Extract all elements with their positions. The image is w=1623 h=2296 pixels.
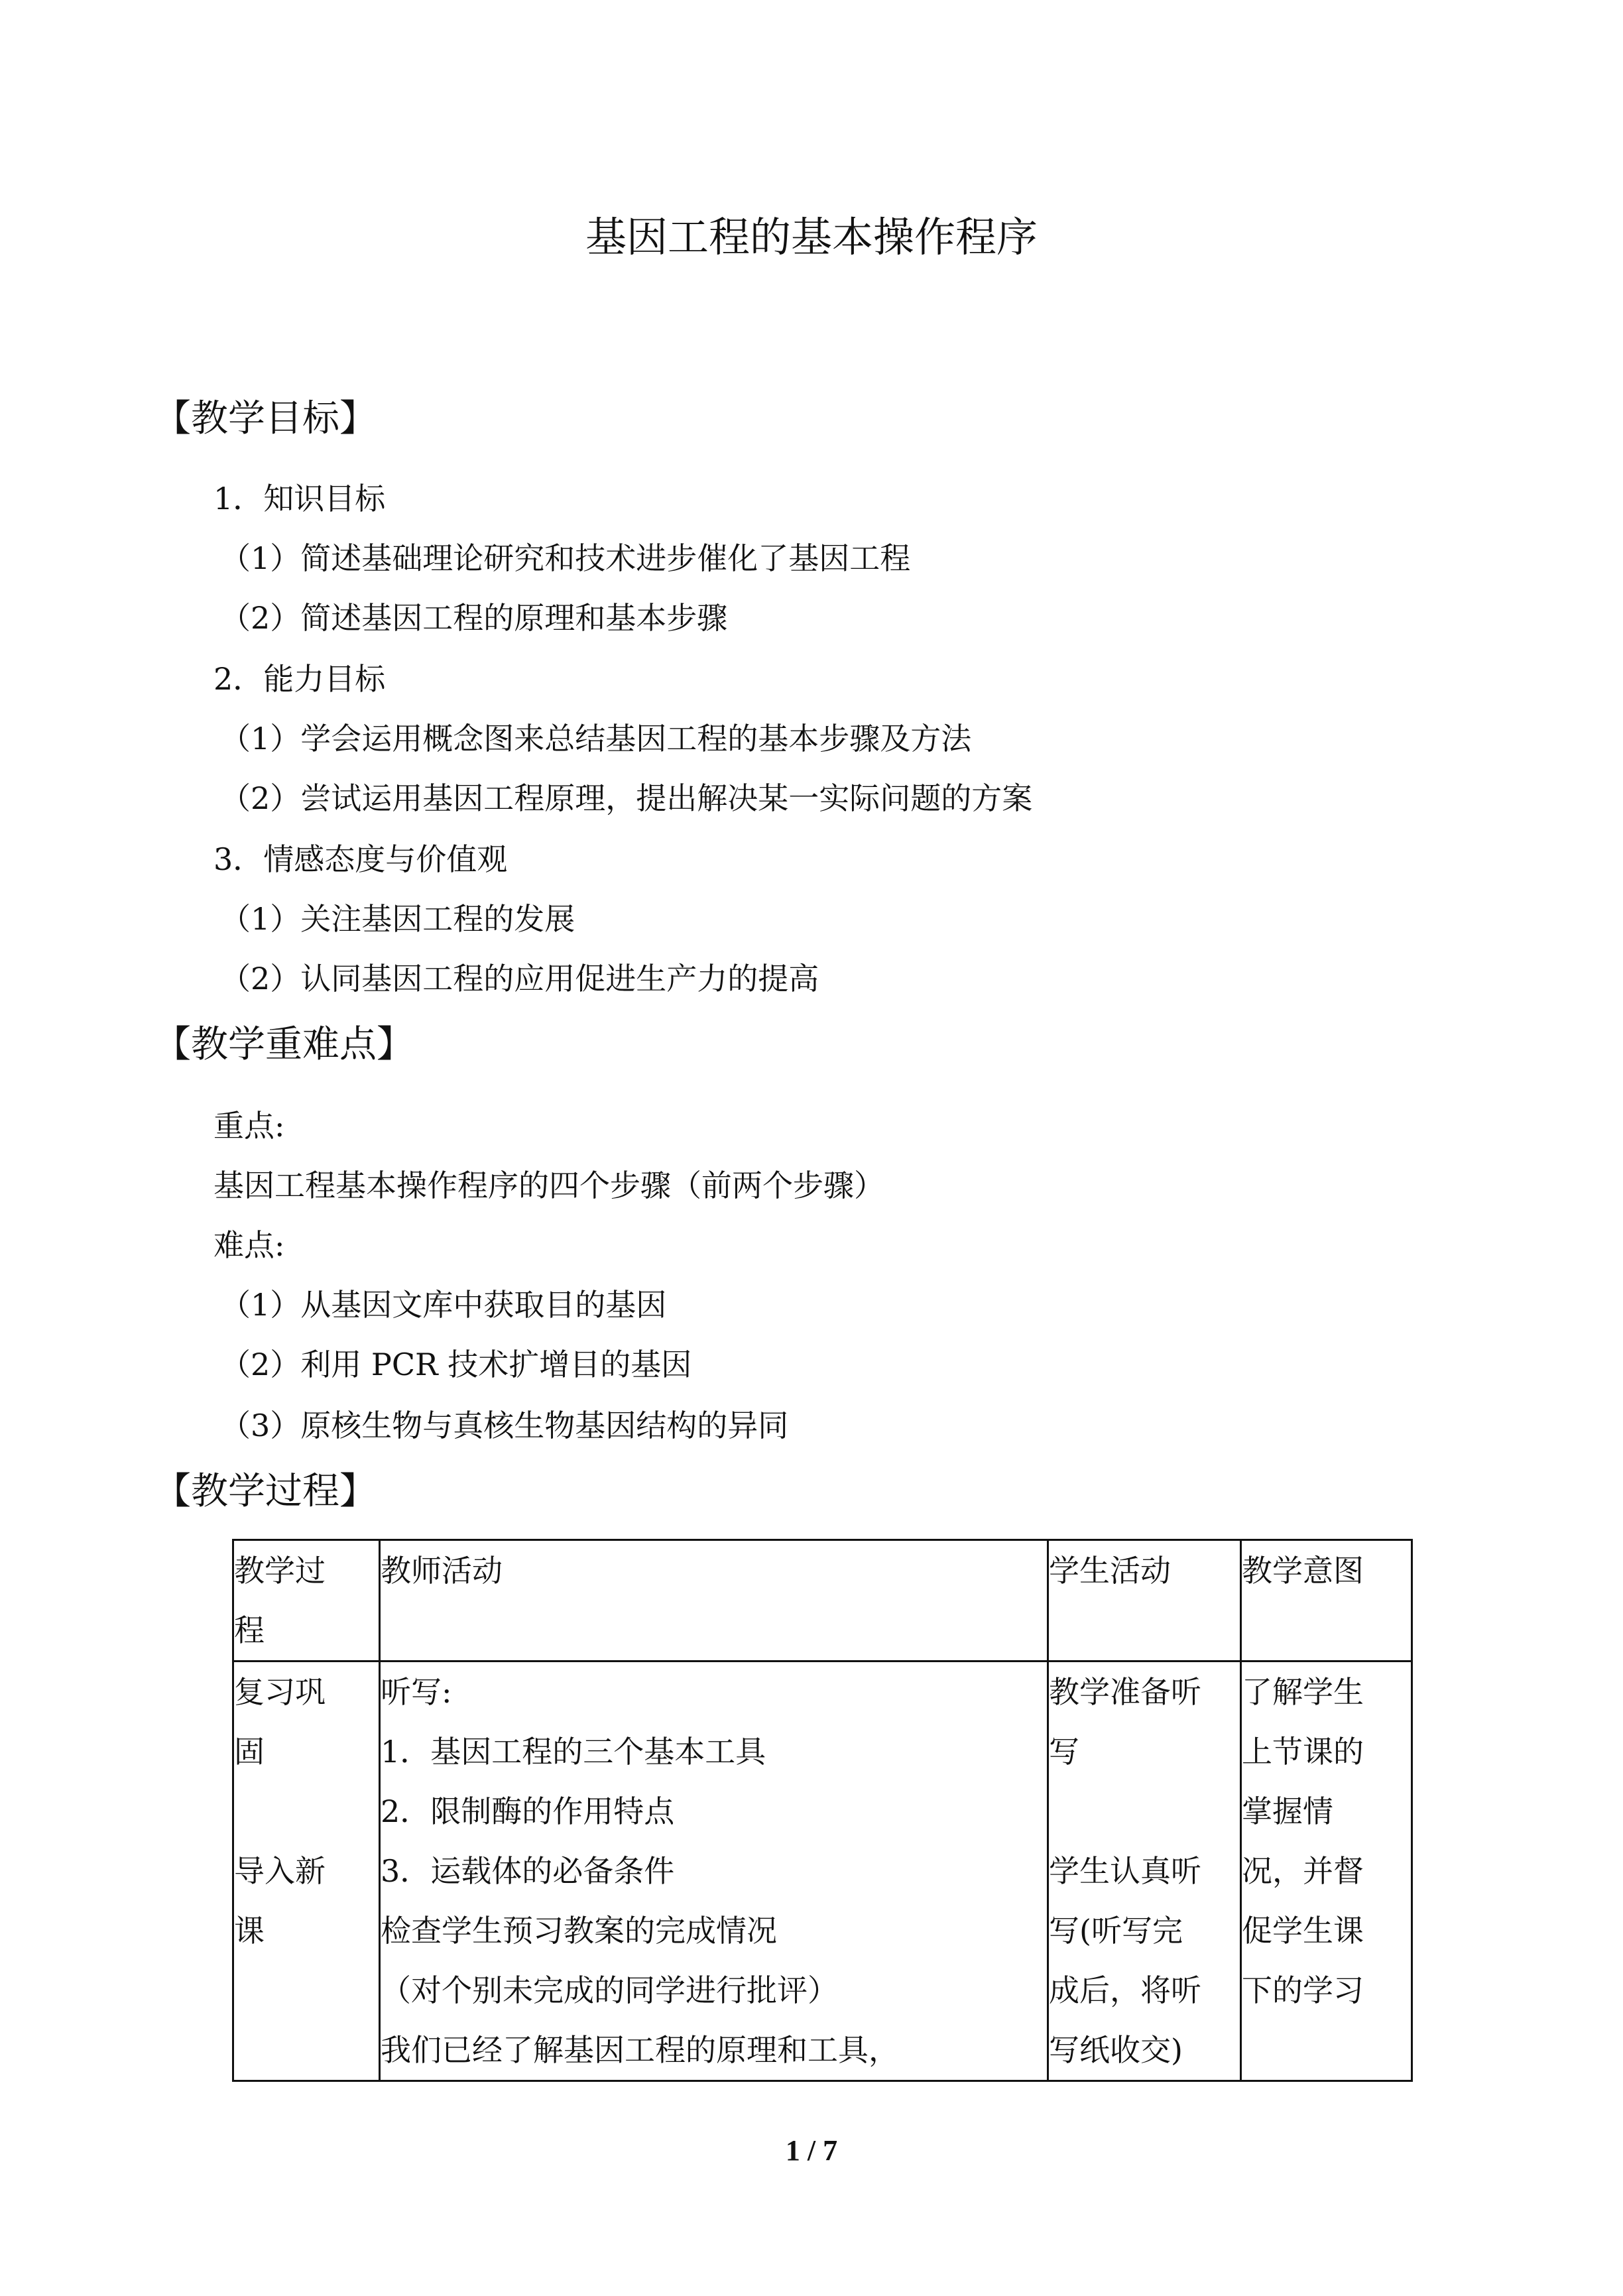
cell-text: 固 [234,1734,265,1770]
cell-text: 促学生课 [1242,1913,1364,1949]
key-point-line: （2）利用 PCR 技术扩增目的基因 [220,1347,692,1382]
cell-text: 复习巩 [234,1674,326,1710]
objective-line: （1）学会运用概念图来总结基因工程的基本步骤及方法 [220,721,972,756]
objective-line: （2）尝试运用基因工程原理，提出解决某一实际问题的方案 [220,780,1033,816]
cell-text: 1．基因工程的三个基本工具 [381,1734,766,1770]
objective-line: 2．能力目标 [213,661,386,697]
objective-line: （2）简述基因工程的原理和基本步骤 [220,600,728,636]
cell-text: 写纸收交) [1049,2032,1183,2068]
page-title: 基因工程的基本操作程序 [585,213,1038,261]
cell-text: 3．运载体的必备条件 [381,1853,675,1889]
page-current: 1 [785,2134,800,2167]
objective-line: （2）认同基因工程的应用促进生产力的提高 [220,961,819,997]
key-point-line: 基因工程基本操作程序的四个步骤（前两个步骤） [213,1168,884,1203]
key-point-line: （3）原核生物与真核生物基因结构的异同 [220,1408,789,1443]
objective-line: （1）关注基因工程的发展 [220,901,575,937]
section-heading-process: 【教学过程】 [154,1470,377,1513]
key-point-line: 重点: [213,1108,285,1144]
header-text: 程 [234,1612,265,1648]
table-row [233,1662,1412,2081]
header-cell-teacher [380,1540,1048,1662]
header-cell-process [233,1540,380,1662]
cell-text: 听写: [381,1674,452,1710]
cell-text: 下的学习 [1242,1972,1364,2008]
objective-line: 1．知识目标 [213,481,386,516]
header-cell-student [1048,1540,1241,1662]
cell-text: 课 [234,1913,265,1949]
page-number [0,2134,1623,2167]
cell-text: 写(听写完 [1049,1913,1183,1949]
cell-text: （对个别未完成的同学进行批评） [381,1972,838,2008]
header-text: 教师活动 [381,1553,503,1589]
cell-student-activity [1048,1662,1241,2081]
cell-text: 2．限制酶的作用特点 [381,1793,675,1829]
cell-text: 掌握情 [1242,1793,1333,1829]
cell-text: 学生认真听 [1049,1853,1201,1889]
key-point-line: （1）从基因文库中获取目的基因 [220,1287,667,1323]
objective-line: （1）简述基础理论研究和技术进步催化了基因工程 [220,540,911,576]
cell-process-stage [233,1662,380,2081]
cell-text: 写 [1049,1734,1079,1770]
header-cell-intent [1241,1540,1412,1662]
cell-text: 检查学生预习教案的完成情况 [381,1913,777,1949]
cell-text: 我们已经了解基因工程的原理和工具， [381,2032,899,2068]
header-text: 学生活动 [1049,1553,1171,1589]
teaching-process-table [232,1539,1413,2082]
section-heading-objectives: 【教学目标】 [154,397,377,440]
cell-text: 了解学生 [1242,1674,1364,1710]
cell-text: 导入新 [234,1853,326,1889]
cell-teacher-activity [380,1662,1048,2081]
cell-teaching-intent [1241,1662,1412,2081]
cell-gap [234,1782,379,1841]
header-text: 教学意图 [1242,1553,1364,1589]
page-separator: / [800,2134,823,2167]
key-point-line: 难点: [213,1227,285,1263]
page-total: 7 [823,2134,838,2167]
header-text: 教学过 [234,1553,326,1589]
objective-line: 3．情感态度与价值观 [213,841,508,877]
cell-gap [1049,1782,1240,1841]
cell-text: 况，并督 [1242,1853,1364,1889]
cell-text: 成后，将听 [1049,1972,1201,2008]
section-heading-key-points: 【教学重难点】 [154,1023,414,1066]
table-header-row [233,1540,1412,1662]
cell-text: 教学准备听 [1049,1674,1201,1710]
cell-text: 上节课的 [1242,1734,1364,1770]
